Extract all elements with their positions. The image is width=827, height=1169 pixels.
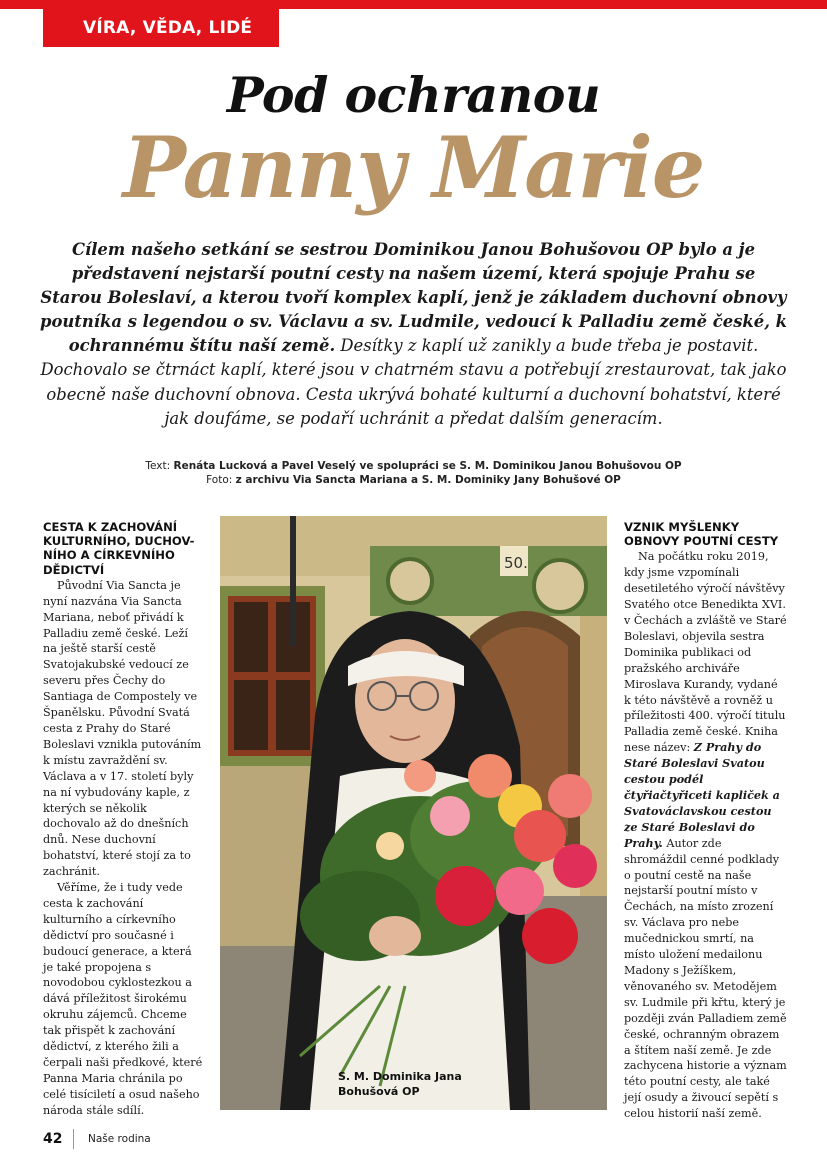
left-column-heading: CESTA K ZACHOVÁNÍ KULTURNÍHO, DUCHOV-NÍHO A CÍRKEVNÍHO DĚDICTVÍ (43, 520, 195, 577)
article-photo (220, 516, 607, 1110)
lead-bold-text: Cílem našeho setkání se sestrou Dominikou Janou Bohušovou OP bylo a je představení nejstarší poutní cesty na našem území, která spojuje Prahu se Starou Boleslaví, a kterou tvoří komplex kaplí, jenž je základem duchovní obnovy poutníka s legendou o sv. Václavu a sv. Ludmile, vedoucí k Palladiu země české, k ochrannému štítu naší země. (40, 240, 787, 356)
left-paragraph-2: Věříme, že i tudy vede cesta k zachování kulturního a církevního dědictví pro současné i budoucí generace, a která je také propojena s novodobou cyklostezkou a dává příležitost širokému okruhu zájemců. Chceme tak přispět k zachování dědictví, z kterého žili a čerpali naši předkové, které Panna Maria chránila po celé tisíciletí a osud našeho národa stále sdílí. (43, 881, 203, 1117)
right-column-heading: VZNIK MYŠLENKY OBNOVY POUTNÍ CESTY (624, 520, 779, 549)
footer-divider (73, 1129, 74, 1149)
left-paragraph-1: Původní Via Sancta je nyní nazvána Via Sancta Mariana, neboť přivádí k Palladiu země české. Leží na ještě starší cestě Svatojakubské vedoucí ze severu přes Čechy do Santiaga de Compostely ve Španělsku. Původní Svatá cesta z Prahy do Staré Boleslavi vznikla putováním k místu zavraždění sv. Václava a v 17. století byly na ní vybudovány kaple, z kterých se několik dochovalo až do dnešních dnů. Nese duchovní bohatství, které stojí za to zachránit. (43, 578, 202, 879)
left-column (43, 520, 203, 1119)
magazine-name: Naše rodina (88, 1133, 151, 1145)
photo-credit (0, 473, 827, 487)
photo-credit-label: Foto: (206, 474, 236, 486)
section-tag: VÍRA, VĚDA, LIDÉ (43, 9, 279, 47)
lead-paragraph (40, 238, 787, 431)
credits (0, 459, 827, 487)
book-title: Z Prahy do Staré Boleslavi Svatou cestou podél čtyřiačtyřiceti kapliček a Svatováclavskou cestou ze Staré Boleslavi do Prahy. (624, 740, 780, 850)
page-number: 42 (43, 1131, 63, 1147)
text-credit-label: Text: (145, 460, 174, 472)
right-text-before: Na počátku roku 2019, kdy jsme vzpomínali desetiletého výročí návštěvy Svatého otce Benedikta XVI. v Čechách a zvláště ve Staré Boleslavi, objevila sestra Dominika publikaci od pražského archiváře Miroslava Kurandy, vydané k této návštěvě a rovněž u příležitosti 400. výročí titulu Palladia země české. Kniha nese název: (624, 550, 787, 755)
door-number-text: 50. (504, 554, 528, 572)
right-column (624, 520, 787, 1122)
text-credit (0, 459, 827, 473)
top-accent-bar (0, 0, 827, 9)
photo-credit-value: z archivu Via Sancta Mariana a S. M. Dominiky Jany Bohušové OP (235, 474, 621, 486)
headline-line-2: Panny Marie (122, 118, 705, 217)
lead-regular-text: Desítky z kaplí už zanikly a bude třeba je postavit. Dochovalo se čtrnáct kaplí, které jsou v chatrném stavu a potřebují zrestaurovat, tak jako obecně naše duchovní obnova. Cesta ukrývá bohaté kulturní a duchovní bohatství, které jak doufáme, se podaří uchránit a předat dalším generacím. (40, 336, 787, 428)
right-paragraph (624, 549, 787, 1122)
photo-caption: S. M. Dominika Jana Bohušová OP (338, 1070, 462, 1098)
headline-line-1: Pod ochranou (226, 66, 601, 124)
text-credit-value: Renáta Lucková a Pavel Veselý ve spolupráci se S. M. Dominikou Janou Bohušovou OP (173, 460, 682, 472)
right-text-after: Autor zde shromáždil cenné podklady o poutní cestě na naše nejstarší poutní místo v Čechách, na místo zrození sv. Václava pro nebe mučednickou smrtí, na místo uložení medailonu Madony s Ježíškem, věnovaného sv. Metodějem sv. Ludmile při křtu, který je později zván Palladiem země české, ochranným obrazem a štítem naší země. Je zde zachycena historie a význam této poutní cesty, ale také její osudy a živoucí sepětí s celou historií naší země. (624, 836, 787, 1121)
